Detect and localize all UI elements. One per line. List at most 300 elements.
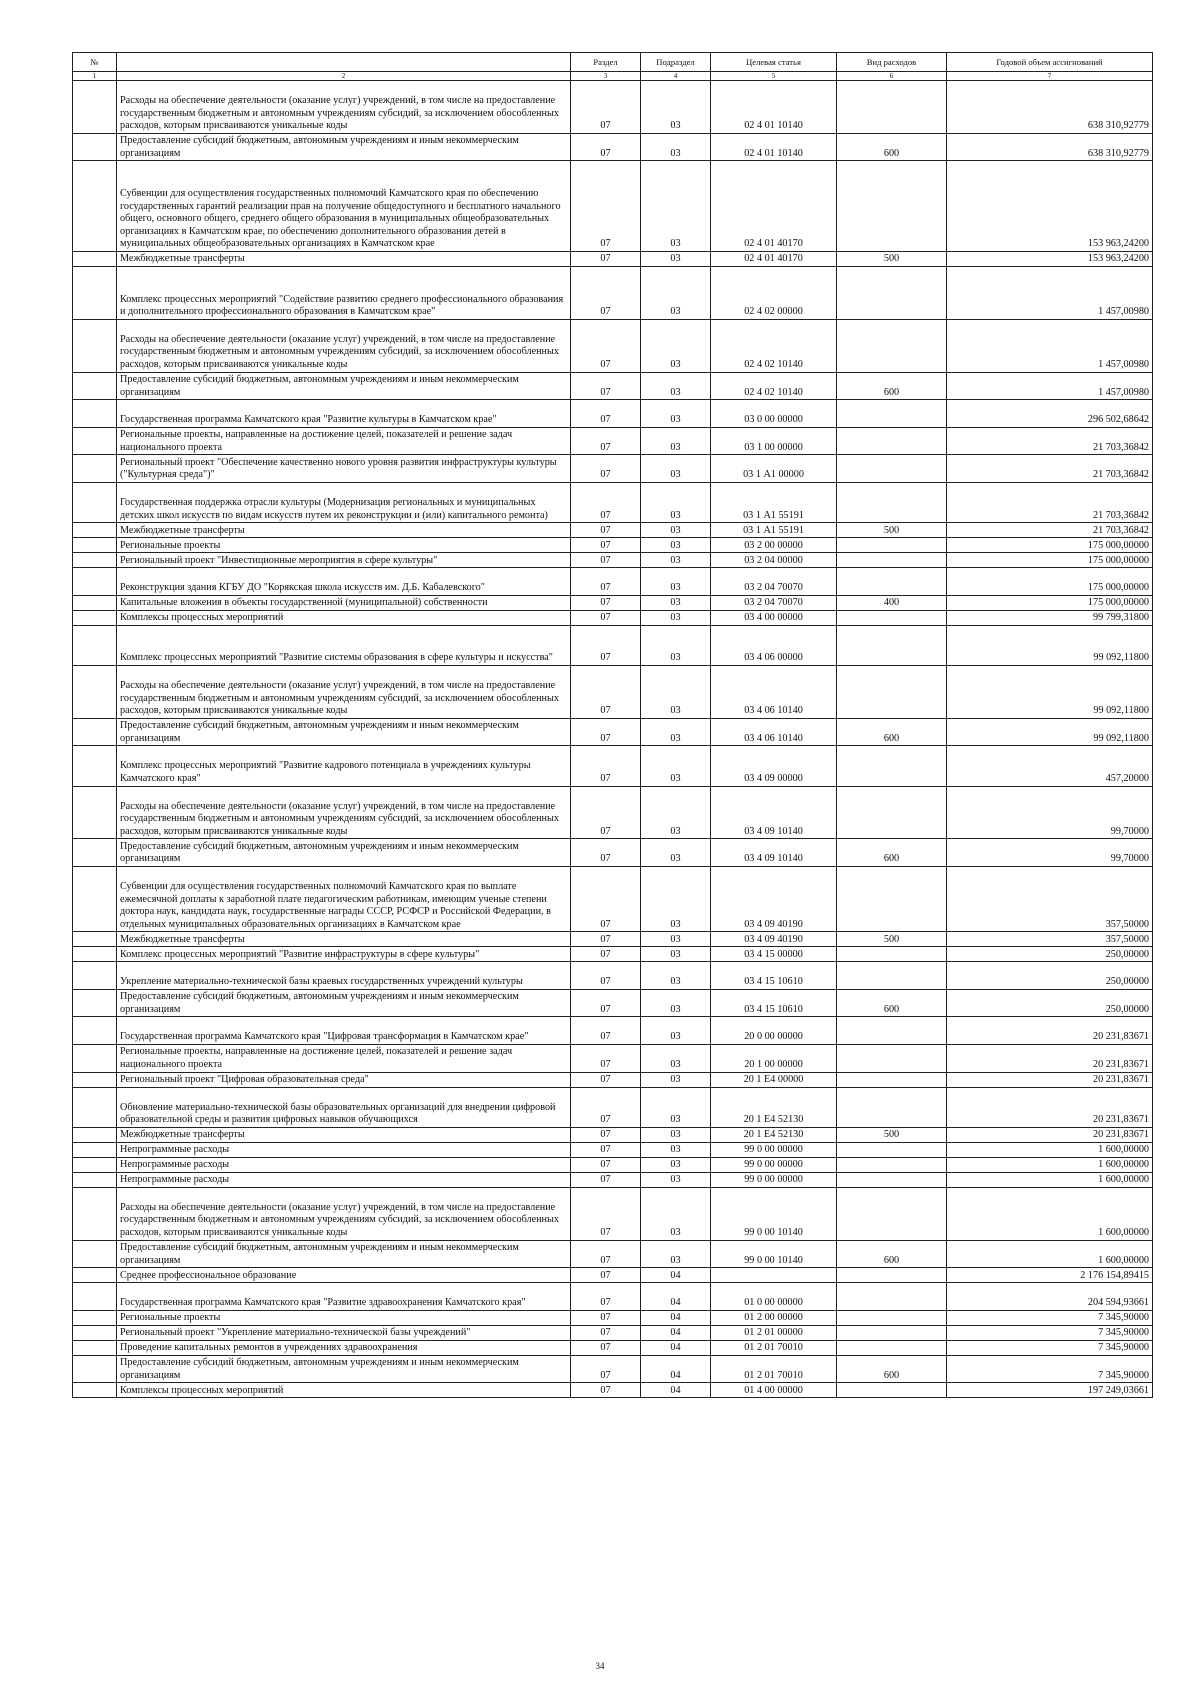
row-amount: 204 594,93661: [947, 1283, 1153, 1311]
table-row: [73, 319, 1153, 372]
row-expense-type: 600: [837, 718, 947, 746]
row-number-cell: [73, 1187, 117, 1240]
row-target-article: 03 1 00 00000: [711, 427, 837, 455]
row-name: Межбюджетные трансферты: [117, 1127, 571, 1142]
row-expense-type: [837, 1172, 947, 1187]
row-name: Комплекс процессных мероприятий "Развитие системы образования в сфере культуры и искусства": [117, 625, 571, 665]
table-row: [73, 746, 1153, 786]
row-razdel: 07: [571, 161, 641, 252]
row-name: Расходы на обеспечение деятельности (оказание услуг) учреждений, в том числе на предоставление государственным бюджетным и автономным учреждениям субсидий, за исключением обособленных расходов, которым присваиваются уникальные коды: [117, 786, 571, 839]
table-row: [73, 866, 1153, 931]
table-row: [73, 610, 1153, 625]
row-podrazdel: 03: [641, 266, 711, 319]
row-number-cell: [73, 610, 117, 625]
row-name: Обновление материально-технической базы образовательных организаций для внедрения цифровой образовательной среды и развития цифровых навыков обучающихся: [117, 1087, 571, 1127]
row-target-article: 02 4 02 10140: [711, 319, 837, 372]
row-number-cell: [73, 133, 117, 161]
row-expense-type: [837, 610, 947, 625]
row-razdel: 07: [571, 947, 641, 962]
row-target-article: 03 2 04 70070: [711, 568, 837, 596]
row-razdel: 07: [571, 538, 641, 553]
row-expense-type: 500: [837, 251, 947, 266]
row-podrazdel: 03: [641, 1240, 711, 1268]
row-number-cell: [73, 1142, 117, 1157]
row-expense-type: 500: [837, 932, 947, 947]
budget-table: [72, 52, 1153, 1398]
row-razdel: 07: [571, 482, 641, 522]
row-expense-type: [837, 1072, 947, 1087]
table-body: [73, 81, 1153, 1398]
row-podrazdel: 03: [641, 161, 711, 252]
row-razdel: 07: [571, 1045, 641, 1073]
row-number-cell: [73, 538, 117, 553]
row-amount: 250,00000: [947, 989, 1153, 1017]
row-expense-type: [837, 665, 947, 718]
row-podrazdel: 03: [641, 625, 711, 665]
row-amount: 250,00000: [947, 947, 1153, 962]
row-target-article: 02 4 01 10140: [711, 133, 837, 161]
row-target-article: 99 0 00 00000: [711, 1172, 837, 1187]
row-razdel: 07: [571, 1283, 641, 1311]
row-podrazdel: 03: [641, 1187, 711, 1240]
header-name: [117, 53, 571, 72]
row-number-cell: [73, 839, 117, 867]
row-expense-type: [837, 625, 947, 665]
row-expense-type: [837, 1142, 947, 1157]
row-name: Региональный проект "Укрепление материально-технической базы учреждений": [117, 1325, 571, 1340]
row-expense-type: [837, 1340, 947, 1355]
row-target-article: 03 1 А1 55191: [711, 482, 837, 522]
row-amount: 175 000,00000: [947, 595, 1153, 610]
row-name: Предоставление субсидий бюджетным, автономным учреждениям и иным некоммерческим организациям: [117, 133, 571, 161]
header-expense-type: Вид расходов: [837, 53, 947, 72]
row-name: Региональные проекты: [117, 1310, 571, 1325]
table-row: [73, 553, 1153, 568]
row-podrazdel: 03: [641, 1045, 711, 1073]
row-amount: 250,00000: [947, 962, 1153, 990]
table-row: [73, 568, 1153, 596]
row-number-cell: [73, 866, 117, 931]
row-name: Непрограммные расходы: [117, 1157, 571, 1172]
row-target-article: 01 2 01 70010: [711, 1340, 837, 1355]
row-podrazdel: 03: [641, 1142, 711, 1157]
row-target-article: 03 2 04 00000: [711, 553, 837, 568]
row-razdel: 07: [571, 932, 641, 947]
row-amount: 296 502,68642: [947, 400, 1153, 428]
row-amount: 175 000,00000: [947, 553, 1153, 568]
row-podrazdel: 03: [641, 866, 711, 931]
row-razdel: 07: [571, 839, 641, 867]
row-name: Государственная программа Камчатского края "Цифровая трансформация в Камчатском крае": [117, 1017, 571, 1045]
row-number-cell: [73, 989, 117, 1017]
table-row: [73, 538, 1153, 553]
row-amount: 21 703,36842: [947, 455, 1153, 483]
row-target-article: 03 1 А1 00000: [711, 455, 837, 483]
table-row: [73, 595, 1153, 610]
header-annual-amount: Годовой объем ассигнований: [947, 53, 1153, 72]
budget-table-sheet: [72, 52, 1152, 1398]
row-name: Межбюджетные трансферты: [117, 251, 571, 266]
table-row: [73, 947, 1153, 962]
column-number-row: [73, 72, 1153, 81]
row-expense-type: [837, 427, 947, 455]
column-number: 4: [641, 72, 711, 81]
row-number-cell: [73, 947, 117, 962]
row-number-cell: [73, 81, 117, 134]
row-amount: 20 231,83671: [947, 1072, 1153, 1087]
table-row: [73, 1283, 1153, 1311]
row-amount: 7 345,90000: [947, 1310, 1153, 1325]
row-target-article: 03 4 15 10610: [711, 989, 837, 1017]
row-podrazdel: 04: [641, 1283, 711, 1311]
row-number-cell: [73, 400, 117, 428]
row-expense-type: [837, 1310, 947, 1325]
row-name: Предоставление субсидий бюджетным, автономным учреждениям и иным некоммерческим организациям: [117, 718, 571, 746]
page-number: 34: [595, 1661, 605, 1671]
row-name: Региональный проект "Обеспечение качественно нового уровня развития инфраструктуры культуры ("Культурная среда")": [117, 455, 571, 483]
row-podrazdel: 03: [641, 455, 711, 483]
row-razdel: 07: [571, 625, 641, 665]
row-razdel: 07: [571, 372, 641, 400]
row-podrazdel: 03: [641, 133, 711, 161]
row-number-cell: [73, 455, 117, 483]
row-expense-type: 500: [837, 1127, 947, 1142]
row-name: Реконструкция здания КГБУ ДО "Корякская школа искусств им. Д.Б. Кабалевского": [117, 568, 571, 596]
table-row: [73, 1340, 1153, 1355]
row-number-cell: [73, 595, 117, 610]
row-name: Укрепление материально-технической базы краевых государственных учреждений культуры: [117, 962, 571, 990]
row-expense-type: [837, 553, 947, 568]
row-amount: 357,50000: [947, 932, 1153, 947]
row-number-cell: [73, 266, 117, 319]
row-razdel: 07: [571, 319, 641, 372]
row-expense-type: [837, 786, 947, 839]
row-amount: 2 176 154,89415: [947, 1268, 1153, 1283]
row-number-cell: [73, 523, 117, 538]
row-podrazdel: 03: [641, 947, 711, 962]
table-row: [73, 81, 1153, 134]
row-razdel: 07: [571, 1325, 641, 1340]
row-podrazdel: 03: [641, 1127, 711, 1142]
row-razdel: 07: [571, 1087, 641, 1127]
row-expense-type: [837, 161, 947, 252]
row-target-article: 03 4 15 10610: [711, 962, 837, 990]
row-number-cell: [73, 1072, 117, 1087]
row-podrazdel: 03: [641, 746, 711, 786]
row-target-article: 03 4 06 00000: [711, 625, 837, 665]
row-target-article: 03 2 04 70070: [711, 595, 837, 610]
row-razdel: 07: [571, 1355, 641, 1383]
row-podrazdel: 03: [641, 319, 711, 372]
row-name: Комплекс процессных мероприятий "Развитие инфраструктуры в сфере культуры": [117, 947, 571, 962]
row-podrazdel: 03: [641, 1172, 711, 1187]
row-razdel: 07: [571, 1157, 641, 1172]
row-number-cell: [73, 1157, 117, 1172]
row-number-cell: [73, 161, 117, 252]
row-number-cell: [73, 1240, 117, 1268]
row-expense-type: [837, 947, 947, 962]
row-number-cell: [73, 1355, 117, 1383]
row-podrazdel: 03: [641, 553, 711, 568]
row-number-cell: [73, 1268, 117, 1283]
row-amount: 1 600,00000: [947, 1172, 1153, 1187]
row-razdel: 07: [571, 568, 641, 596]
row-razdel: 07: [571, 1310, 641, 1325]
row-name: Региональные проекты, направленные на достижение целей, показателей и решение задач национального проекта: [117, 1045, 571, 1073]
row-amount: 638 310,92779: [947, 81, 1153, 134]
row-amount: 20 231,83671: [947, 1127, 1153, 1142]
row-podrazdel: 03: [641, 962, 711, 990]
table-row: [73, 523, 1153, 538]
row-name: Предоставление субсидий бюджетным, автономным учреждениям и иным некоммерческим организациям: [117, 839, 571, 867]
table-row: [73, 1310, 1153, 1325]
row-expense-type: [837, 866, 947, 931]
row-expense-type: [837, 319, 947, 372]
row-name: Предоставление субсидий бюджетным, автономным учреждениям и иным некоммерческим организациям: [117, 989, 571, 1017]
row-target-article: 02 4 02 10140: [711, 372, 837, 400]
row-podrazdel: 04: [641, 1325, 711, 1340]
table-row: [73, 932, 1153, 947]
row-amount: 357,50000: [947, 866, 1153, 931]
row-expense-type: 600: [837, 1240, 947, 1268]
row-amount: 7 345,90000: [947, 1325, 1153, 1340]
row-amount: 1 457,00980: [947, 266, 1153, 319]
row-amount: 20 231,83671: [947, 1087, 1153, 1127]
table-row: [73, 1087, 1153, 1127]
table-row: [73, 1240, 1153, 1268]
row-expense-type: [837, 81, 947, 134]
row-expense-type: 600: [837, 1355, 947, 1383]
table-row: [73, 665, 1153, 718]
row-amount: 99 092,11800: [947, 718, 1153, 746]
row-podrazdel: 03: [641, 482, 711, 522]
header-number: №: [73, 53, 117, 72]
row-number-cell: [73, 1172, 117, 1187]
row-amount: 21 703,36842: [947, 523, 1153, 538]
column-number: 3: [571, 72, 641, 81]
row-number-cell: [73, 786, 117, 839]
header-razdel: Раздел: [571, 53, 641, 72]
row-name: Межбюджетные трансферты: [117, 932, 571, 947]
row-number-cell: [73, 1310, 117, 1325]
row-expense-type: 600: [837, 372, 947, 400]
row-amount: 99 092,11800: [947, 625, 1153, 665]
row-number-cell: [73, 1340, 117, 1355]
table-row: [73, 266, 1153, 319]
row-target-article: 03 1 А1 55191: [711, 523, 837, 538]
row-podrazdel: 04: [641, 1310, 711, 1325]
row-target-article: 01 2 01 70010: [711, 1355, 837, 1383]
header-podrazdel: Подраздел: [641, 53, 711, 72]
row-razdel: 07: [571, 400, 641, 428]
row-name: Региональный проект "Инвестиционные мероприятия в сфере культуры": [117, 553, 571, 568]
row-podrazdel: 03: [641, 989, 711, 1017]
row-razdel: 07: [571, 786, 641, 839]
row-podrazdel: 03: [641, 595, 711, 610]
table-row: [73, 625, 1153, 665]
row-target-article: 01 2 01 00000: [711, 1325, 837, 1340]
row-number-cell: [73, 1283, 117, 1311]
row-target-article: 02 4 01 40170: [711, 251, 837, 266]
row-name: Субвенции для осуществления государственных полномочий Камчатского края по выплате ежемесячной доплаты к заработной плате педагогическим работникам, имеющим ученые степени доктора наук, кандидата наук, государственные награды СССР, РСФСР и Российской Федерации, в отдельных муниципальных образовательных организациях в Камчатском крае: [117, 866, 571, 931]
row-razdel: 07: [571, 610, 641, 625]
table-row: [73, 427, 1153, 455]
table-row: [73, 1187, 1153, 1240]
row-expense-type: 400: [837, 595, 947, 610]
row-name: Непрограммные расходы: [117, 1142, 571, 1157]
table-row: [73, 1355, 1153, 1383]
row-target-article: 03 4 15 00000: [711, 947, 837, 962]
table-row: [73, 1172, 1153, 1187]
row-podrazdel: 03: [641, 839, 711, 867]
row-target-article: 20 1 00 00000: [711, 1045, 837, 1073]
row-target-article: 99 0 00 00000: [711, 1142, 837, 1157]
row-name: Комплекс процессных мероприятий "Содействие развитию среднего профессионального образования и дополнительного профессионального образования в Камчатском крае": [117, 266, 571, 319]
row-target-article: 03 4 00 00000: [711, 610, 837, 625]
row-name: Среднее профессиональное образование: [117, 1268, 571, 1283]
row-podrazdel: 03: [641, 1087, 711, 1127]
row-amount: 197 249,03661: [947, 1383, 1153, 1398]
row-name: Региональные проекты: [117, 538, 571, 553]
row-number-cell: [73, 1045, 117, 1073]
row-razdel: 07: [571, 989, 641, 1017]
row-target-article: 99 0 00 00000: [711, 1157, 837, 1172]
row-name: Комплекс процессных мероприятий "Развитие кадрового потенциала в учреждениях культуры Камчатского края": [117, 746, 571, 786]
row-razdel: 07: [571, 1268, 641, 1283]
row-expense-type: [837, 1187, 947, 1240]
row-podrazdel: 03: [641, 400, 711, 428]
row-target-article: 03 2 00 00000: [711, 538, 837, 553]
row-podrazdel: 04: [641, 1355, 711, 1383]
row-number-cell: [73, 372, 117, 400]
row-expense-type: [837, 1045, 947, 1073]
row-amount: 1 600,00000: [947, 1142, 1153, 1157]
row-target-article: [711, 1268, 837, 1283]
header-row: [73, 53, 1153, 72]
row-amount: 1 457,00980: [947, 372, 1153, 400]
row-amount: 99,70000: [947, 839, 1153, 867]
row-amount: 7 345,90000: [947, 1355, 1153, 1383]
table-row: [73, 251, 1153, 266]
row-razdel: 07: [571, 746, 641, 786]
row-razdel: 07: [571, 866, 641, 931]
row-podrazdel: 03: [641, 251, 711, 266]
row-name: Проведение капитальных ремонтов в учреждениях здравоохранения: [117, 1340, 571, 1355]
row-razdel: 07: [571, 665, 641, 718]
table-row: [73, 1127, 1153, 1142]
row-razdel: 07: [571, 455, 641, 483]
row-expense-type: [837, 1017, 947, 1045]
row-number-cell: [73, 553, 117, 568]
row-razdel: 07: [571, 1383, 641, 1398]
row-amount: 175 000,00000: [947, 538, 1153, 553]
row-number-cell: [73, 1087, 117, 1127]
row-number-cell: [73, 746, 117, 786]
row-podrazdel: 03: [641, 568, 711, 596]
row-expense-type: 500: [837, 523, 947, 538]
row-name: Государственная поддержка отрасли культуры (Модернизация региональных и муниципальных детских школ искусств по видам искусств путем их реконструкции и (или) капитального ремонта): [117, 482, 571, 522]
row-amount: 457,20000: [947, 746, 1153, 786]
row-amount: 638 310,92779: [947, 133, 1153, 161]
row-target-article: 03 4 09 10140: [711, 839, 837, 867]
row-number-cell: [73, 962, 117, 990]
table-row: [73, 400, 1153, 428]
row-podrazdel: 04: [641, 1383, 711, 1398]
row-number-cell: [73, 1325, 117, 1340]
row-target-article: 20 1 Е4 52130: [711, 1127, 837, 1142]
row-amount: 1 600,00000: [947, 1187, 1153, 1240]
row-target-article: 20 0 00 00000: [711, 1017, 837, 1045]
column-number: 7: [947, 72, 1153, 81]
row-name: Комплексы процессных мероприятий: [117, 610, 571, 625]
table-row: [73, 786, 1153, 839]
row-razdel: 07: [571, 1172, 641, 1187]
column-number: 6: [837, 72, 947, 81]
row-expense-type: [837, 1268, 947, 1283]
row-number-cell: [73, 665, 117, 718]
row-amount: 1 457,00980: [947, 319, 1153, 372]
row-number-cell: [73, 251, 117, 266]
row-name: Комплексы процессных мероприятий: [117, 1383, 571, 1398]
row-razdel: 07: [571, 1340, 641, 1355]
row-name: Расходы на обеспечение деятельности (оказание услуг) учреждений, в том числе на предоставление государственным бюджетным и автономным учреждениям субсидий, за исключением обособленных расходов, которым присваиваются уникальные коды: [117, 81, 571, 134]
row-expense-type: [837, 962, 947, 990]
row-number-cell: [73, 625, 117, 665]
row-podrazdel: 04: [641, 1268, 711, 1283]
row-name: Предоставление субсидий бюджетным, автономным учреждениям и иным некоммерческим организациям: [117, 372, 571, 400]
table-row: [73, 1268, 1153, 1283]
row-name: Расходы на обеспечение деятельности (оказание услуг) учреждений, в том числе на предоставление государственным бюджетным и автономным учреждениям субсидий, за исключением обособленных расходов, которым присваиваются уникальные коды: [117, 665, 571, 718]
row-amount: 1 600,00000: [947, 1157, 1153, 1172]
row-target-article: 03 4 06 10140: [711, 665, 837, 718]
row-expense-type: 600: [837, 989, 947, 1017]
row-razdel: 07: [571, 962, 641, 990]
row-razdel: 07: [571, 595, 641, 610]
row-expense-type: [837, 1283, 947, 1311]
row-amount: 21 703,36842: [947, 427, 1153, 455]
row-number-cell: [73, 319, 117, 372]
row-name: Региональный проект "Цифровая образовательная среда": [117, 1072, 571, 1087]
row-expense-type: [837, 400, 947, 428]
row-name: Межбюджетные трансферты: [117, 523, 571, 538]
column-number: 1: [73, 72, 117, 81]
row-target-article: 99 0 00 10140: [711, 1240, 837, 1268]
row-target-article: 03 4 09 10140: [711, 786, 837, 839]
row-razdel: 07: [571, 1240, 641, 1268]
row-amount: 99,70000: [947, 786, 1153, 839]
row-razdel: 07: [571, 266, 641, 319]
row-number-cell: [73, 1017, 117, 1045]
row-target-article: 20 1 Е4 52130: [711, 1087, 837, 1127]
row-target-article: 03 4 09 40190: [711, 932, 837, 947]
row-podrazdel: 03: [641, 786, 711, 839]
column-number: 2: [117, 72, 571, 81]
row-number-cell: [73, 1383, 117, 1398]
row-amount: 7 345,90000: [947, 1340, 1153, 1355]
row-razdel: 07: [571, 251, 641, 266]
row-razdel: 07: [571, 1187, 641, 1240]
row-expense-type: [837, 1325, 947, 1340]
row-razdel: 07: [571, 1127, 641, 1142]
row-expense-type: [837, 455, 947, 483]
row-target-article: 03 4 06 10140: [711, 718, 837, 746]
row-razdel: 07: [571, 523, 641, 538]
row-expense-type: [837, 568, 947, 596]
row-number-cell: [73, 427, 117, 455]
row-name: Государственная программа Камчатского края "Развитие здравоохранения Камчатского края": [117, 1283, 571, 1311]
table-row: [73, 1045, 1153, 1073]
table-row: [73, 989, 1153, 1017]
